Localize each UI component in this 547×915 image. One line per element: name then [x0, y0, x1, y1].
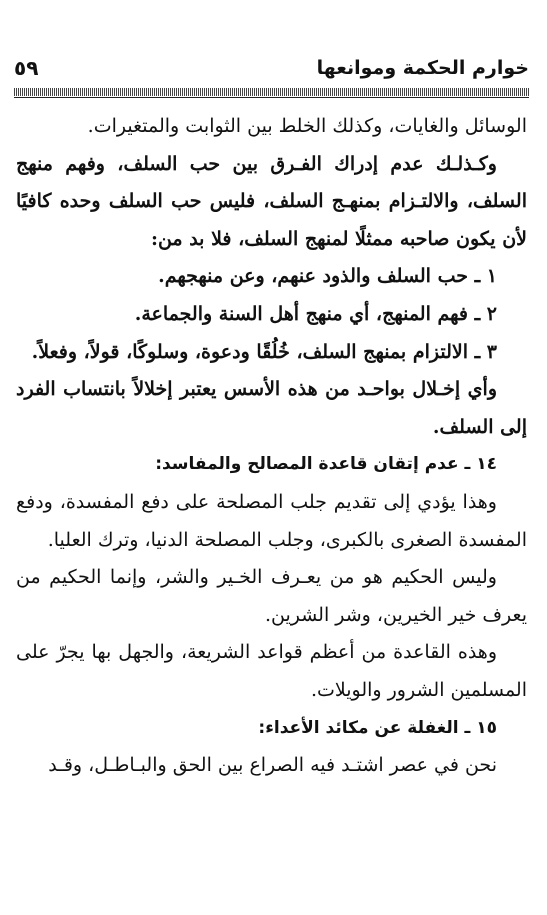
- paragraph: وأي إخـلال بواحـد من هذه الأسس يعتبر إخلالاً بانتساب الفرد إلى السلف.: [16, 378, 527, 438]
- paragraph: وكـذلـك عدم إدراك الفـرق بين حب السلف، وفهم منهج السلف، والالتـزام بمنهـج السلف، فليس حب السلف وحده كافيًا لأن يكون صاحبه ممثلًا لمنهج السلف، فلا بد من:: [16, 152, 527, 250]
- running-header: [14, 54, 529, 84]
- running-title: خوارم الحكمة وموانعها: [316, 57, 529, 79]
- body-text: [16, 108, 527, 785]
- list-item: ٢ ـ فهم المنهج، أي منهج أهل السنة والجماعة.: [134, 302, 497, 325]
- list-item: ٣ ـ الالتزام بمنهج السلف، خُلُقًا ودعوة، وسلوكًا، قولاً، وفعلاً.: [31, 340, 497, 363]
- section-heading: ١٥ ـ الغفلة عن مكائد الأعداء:: [258, 717, 497, 738]
- paragraph: وهذا يؤدي إلى تقديم جلب المصلحة على دفع المفسدة، ودفع المفسدة الصغرى بالكبرى، وجلب المصلحة الدنيا، وترك العليا.: [16, 490, 527, 551]
- header-rule: [14, 88, 529, 96]
- section-heading: ١٤ ـ عدم إتقان قاعدة المصالح والمفاسد:: [155, 454, 497, 475]
- paragraph: وهذه القاعدة من أعظم قواعد الشريعة، والجهل بها يجرّ على المسلمين الشرور والويلات.: [16, 641, 527, 701]
- list-item: ١ ـ حب السلف والذود عنهم، وعن منهجهم.: [158, 265, 497, 288]
- page-number: ٥٩: [14, 56, 39, 80]
- paragraph: نحن في عصر اشتـد فيه الصراع بين الحق والبـاطـل، وقـد: [48, 754, 497, 777]
- paragraph: وليس الحكيم هو من يعـرف الخـير والشر، وإنما الحكيم من يعرف خير الخيرين، وشر الشرين.: [16, 566, 527, 626]
- paragraph: الوسائل والغايات، وكذلك الخلط بين الثوابت والمتغيرات.: [87, 115, 527, 137]
